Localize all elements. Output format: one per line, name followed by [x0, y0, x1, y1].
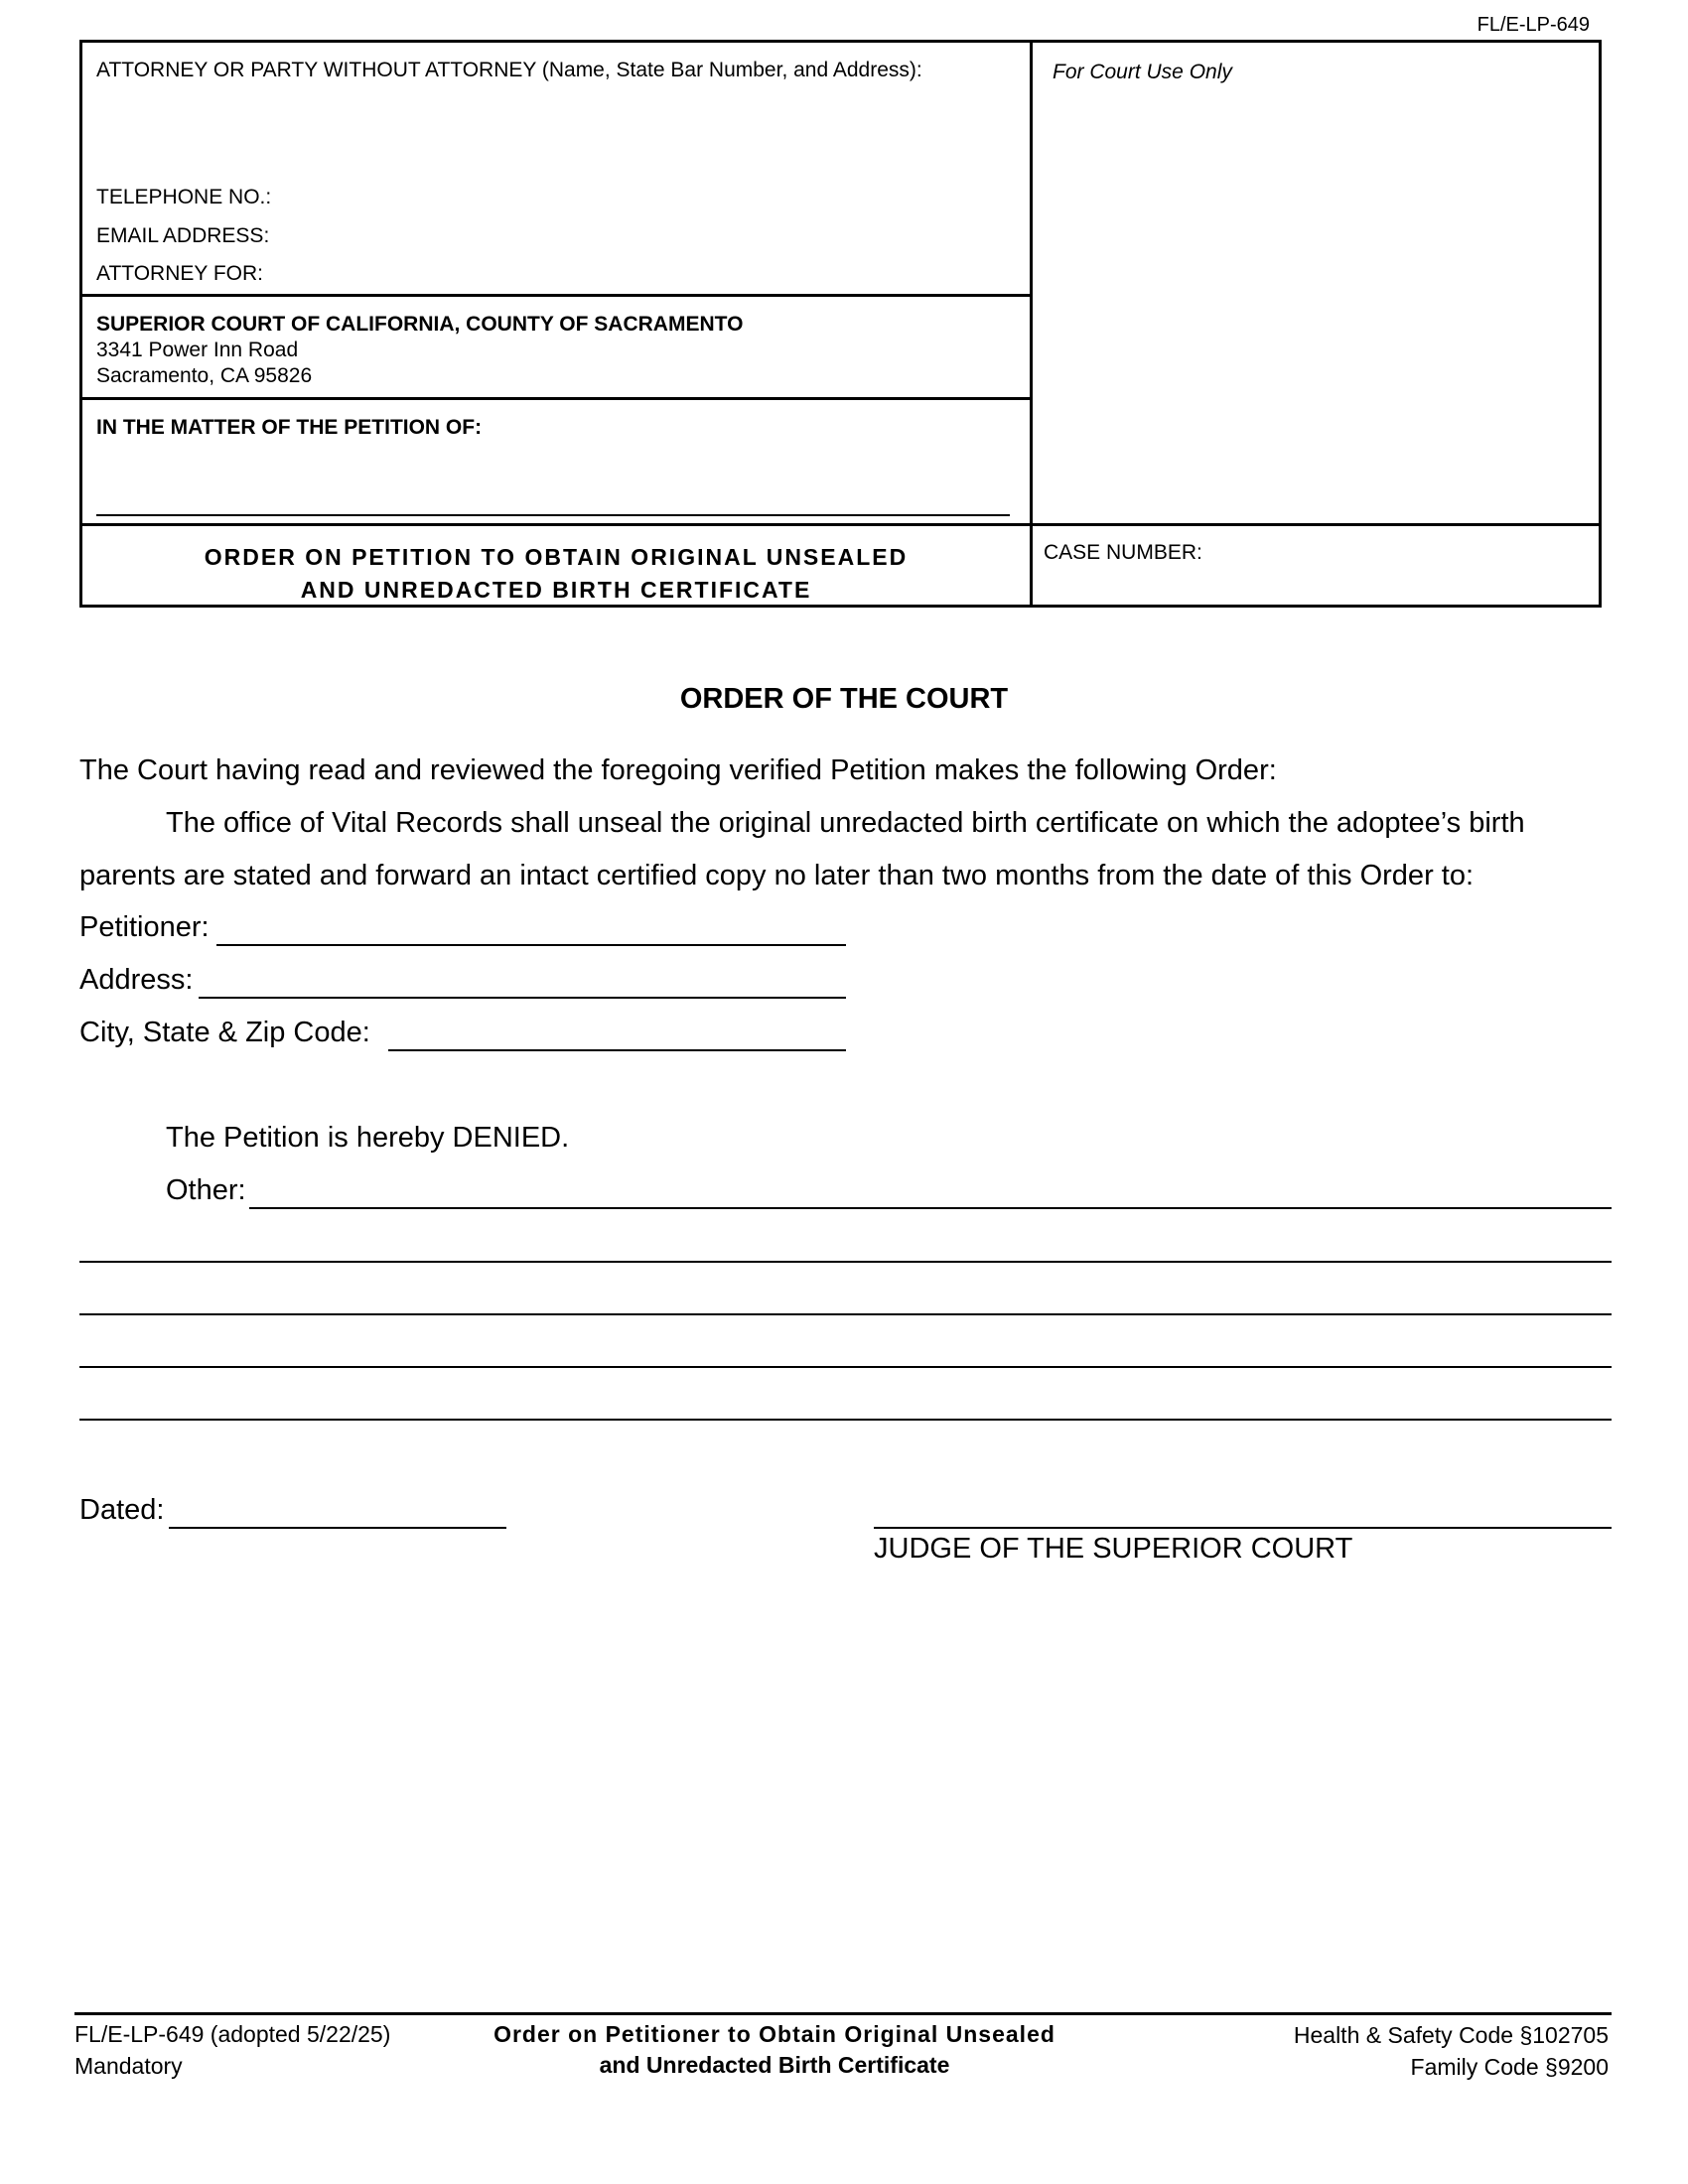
form-title-line-2: AND UNREDACTED BIRTH CERTIFICATE [300, 577, 812, 603]
footer-title-line-1: Order on Petitioner to Obtain Original Unsealed [493, 2021, 1055, 2047]
footer-code-1: Health & Safety Code §102705 [1293, 2022, 1609, 2048]
other-field[interactable] [249, 1207, 1612, 1209]
court-address-1: 3341 Power Inn Road [96, 339, 299, 361]
footer-title-line-2: and Unredacted Birth Certificate [599, 2052, 950, 2078]
caption-rule-1 [82, 294, 1030, 297]
caption-box [79, 40, 1602, 608]
order-heading: ORDER OF THE COURT [679, 683, 1009, 715]
petitioner-label: Petitioner: [79, 911, 210, 943]
order-line-1: The office of Vital Records shall unseal the original unredacted birth certificate on which the adoptee’s birth [166, 807, 1525, 839]
form-title-line-1: ORDER ON PETITION TO OBTAIN ORIGINAL UNSEALED [204, 544, 909, 570]
intro-text: The Court having read and reviewed the foregoing verified Petition makes the following Order: [79, 754, 1277, 786]
attorney-for-label: ATTORNEY FOR: [96, 262, 264, 285]
other-line-2[interactable] [79, 1261, 1612, 1263]
other-line-3[interactable] [79, 1313, 1612, 1315]
form-number: FL/E-LP-649 [1477, 14, 1590, 36]
dated-label: Dated: [79, 1494, 165, 1526]
email-label: EMAIL ADDRESS: [96, 224, 270, 247]
court-use-label: For Court Use Only [1053, 61, 1232, 83]
city-state-zip-label: City, State & Zip Code: [79, 1017, 370, 1048]
footer-codes [1294, 2019, 1609, 2083]
address-field[interactable] [199, 997, 846, 999]
attorney-label: ATTORNEY OR PARTY WITHOUT ATTORNEY (Name, State Bar Number, and Address): [96, 59, 922, 81]
other-line-5[interactable] [79, 1419, 1612, 1421]
caption-rule-3 [82, 523, 1602, 526]
footer-form-id: FL/E-LP-649 (adopted 5/22/25) [74, 2021, 391, 2047]
court-address-2: Sacramento, CA 95826 [96, 364, 313, 387]
footer-rule [74, 2012, 1612, 2015]
order-line-2: parents are stated and forward an intact certified copy no later than two months from the date of this Order to: [79, 860, 1475, 891]
caption-divider [1030, 43, 1033, 605]
judge-signature-line[interactable] [874, 1527, 1612, 1529]
case-number-label: CASE NUMBER: [1044, 541, 1202, 564]
footer-code-2: Family Code §9200 [1410, 2054, 1609, 2080]
matter-label: IN THE MATTER OF THE PETITION OF: [96, 416, 483, 439]
city-state-zip-field[interactable] [388, 1049, 846, 1051]
footer-mandatory: Mandatory [74, 2053, 183, 2079]
other-label: Other: [166, 1174, 246, 1206]
dated-field[interactable] [169, 1527, 506, 1529]
court-name: SUPERIOR COURT OF CALIFORNIA, COUNTY OF SACRAMENTO [96, 313, 744, 336]
address-label: Address: [79, 964, 194, 996]
matter-name-line[interactable] [96, 514, 1010, 516]
footer-title [427, 2019, 1122, 2081]
form-title [82, 541, 1030, 607]
caption-rule-2 [82, 397, 1030, 400]
denied-text: The Petition is hereby DENIED. [166, 1122, 570, 1154]
telephone-label: TELEPHONE NO.: [96, 186, 272, 208]
other-line-4[interactable] [79, 1366, 1612, 1368]
petitioner-field[interactable] [216, 944, 846, 946]
judge-label: JUDGE OF THE SUPERIOR COURT [874, 1533, 1353, 1565]
